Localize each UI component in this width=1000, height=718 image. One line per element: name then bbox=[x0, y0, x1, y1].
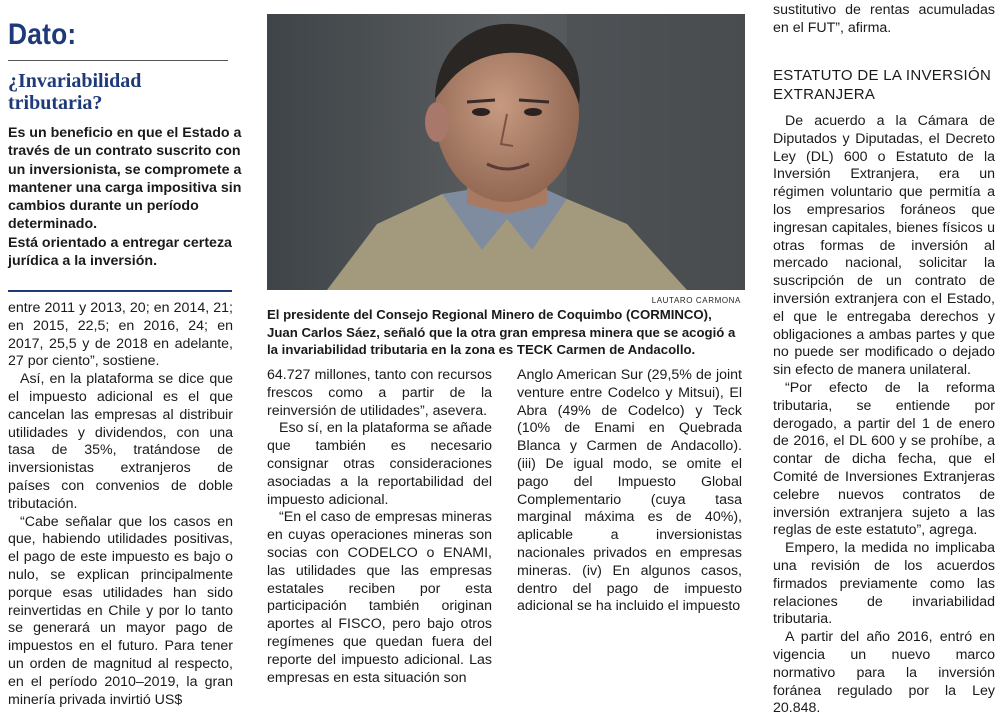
article-paragraph: A partir del año 2016, entró en vigencia un nuevo marco normativo para la inversión foránea regulado por la Ley 20.848. bbox=[773, 629, 995, 717]
article-paragraph: “En el caso de empresas mineras en cuyas operaciones mineras son socias con CODELCO o ENAMI, las utilidades que las empresas estatales reciben por esta participación también originan aportes al FISCO, pero bajo otros regímenes que quedan fuera del reporte del impuesto adicional. Las empresas en esta situación son bbox=[267, 509, 492, 686]
sidebar-bottom-divider bbox=[8, 290, 232, 292]
article-paragraph: Anglo American Sur (29,5% de joint venture entre Codelco y Mitsui), El Abra (49% de Codelco) y Teck (10% de Enami en Quebrada Blanca y Carmen de Andacollo). (iii) De igual modo, se omite el pago del Impuesto Global Complementario (cuya tasa marginal máxima es de 40%), aplicable a inversionistas nacionales privados en empresas mineras. (iv) En algunos casos, dentro del pago de impuesto adicional se ha incluido el impuesto bbox=[517, 367, 742, 615]
photo-caption: El presidente del Consejo Regional Minero de Coquimbo (CORMINCO), Juan Carlos Sáez, señaló que la otra gran empresa minera que se acogió a la invariabilidad tributaria en la zona es TECK Carmen de Andacollo. bbox=[267, 307, 736, 357]
article-paragraph: “Por efecto de la reforma tributaria, se entiende por derogado, a partir del 1 de enero de 2016, el DL 600 y se prohíbe, a contar de dicha fecha, que el Comité de Inversiones Extranjeras celebre nuevos contratos de inversión extranjera sujeto a las reglas de este estatuto”, agrega. bbox=[773, 379, 995, 539]
article-column-3 bbox=[517, 367, 742, 616]
article-paragraph: Así, en la plataforma se dice que el impuesto adicional es el que cancelan las empresas al distribuir utilidades y dividendos, con una tasa de 35%, tratándose de inversionistas extranjeros de países con convenios de doble tributación. bbox=[8, 371, 233, 512]
article-paragraph: De acuerdo a la Cámara de Diputados y Diputadas, el Decreto Ley (DL) 600 o Estatuto de la Inversión Extranjera, era un régimen voluntario que permitía a los empresarios foráneos que ingresan capitales, bienes físicos u otras formas de inversión al mercado nacional, solicitar la suscripción de un contrato de inversión extranjera con el Estado, el que le entregaba derechos y obligaciones a ambas partes y que no puede ser modificado o dejado sin efecto de manera unilateral. bbox=[773, 113, 995, 379]
article-column-4-continuation: sustitutivo de rentas acumuladas en el FUT”, afirma. bbox=[773, 2, 995, 36]
portrait-illustration bbox=[267, 14, 745, 290]
article-photo bbox=[267, 14, 745, 290]
article-column-2 bbox=[267, 367, 492, 687]
sidebar-body bbox=[8, 124, 243, 270]
sidebar-title-divider bbox=[8, 60, 228, 61]
article-paragraph: Empero, la medida no implicaba una revisión de los acuerdos firmados previamente como las relaciones de invariabilidad tributaria. bbox=[773, 540, 995, 628]
article-paragraph: “Cabe señalar que los casos en que, habiendo utilidades positivas, el pago de este impuesto es bajo o nulo, se explican principalmente porque esas utilidades han sido reinvertidas en Chile y por lo tanto se generará un mayor pago de impuestos en el futuro. Para tener un orden de magnitud al respecto, en el período 2010–2019, la gran minería privada invirtió US$ bbox=[8, 513, 233, 708]
article-paragraph: entre 2011 y 2013, 20; en 2014, 21; en 2015, 22,5; en 2016, 24; en 2017, 25,5 y de 2018 en adelante, 27 por ciento”, sostiene. bbox=[8, 300, 233, 370]
sidebar-title: Dato: bbox=[8, 18, 77, 51]
article-column-4 bbox=[773, 113, 995, 718]
article-paragraph: 64.727 millones, tanto con recursos frescos como a partir de la reinversión de utilidades”, asevera. bbox=[267, 367, 492, 419]
article-column-1 bbox=[8, 300, 233, 709]
sidebar-question: ¿Invariabilidad tributaria? bbox=[8, 70, 142, 114]
article-paragraph: Eso sí, en la plataforma se añade que también es necesario consignar otras consideraciones asociadas a la reportabilidad del impuesto adicional. bbox=[267, 420, 492, 508]
photo-credit: LAUTARO CARMONA bbox=[651, 296, 741, 305]
section-heading: ESTATUTO DE LA INVERSIÓN EXTRANJERA bbox=[773, 67, 992, 103]
sidebar-paragraph: Está orientado a entregar certeza jurídica a la inversión. bbox=[8, 234, 232, 270]
sidebar-paragraph: Es un beneficio en que el Estado a través de un contrato suscrito con un inversionista, se compromete a mantener una carga impositiva sin cambios durante un período determinado. bbox=[8, 125, 242, 233]
